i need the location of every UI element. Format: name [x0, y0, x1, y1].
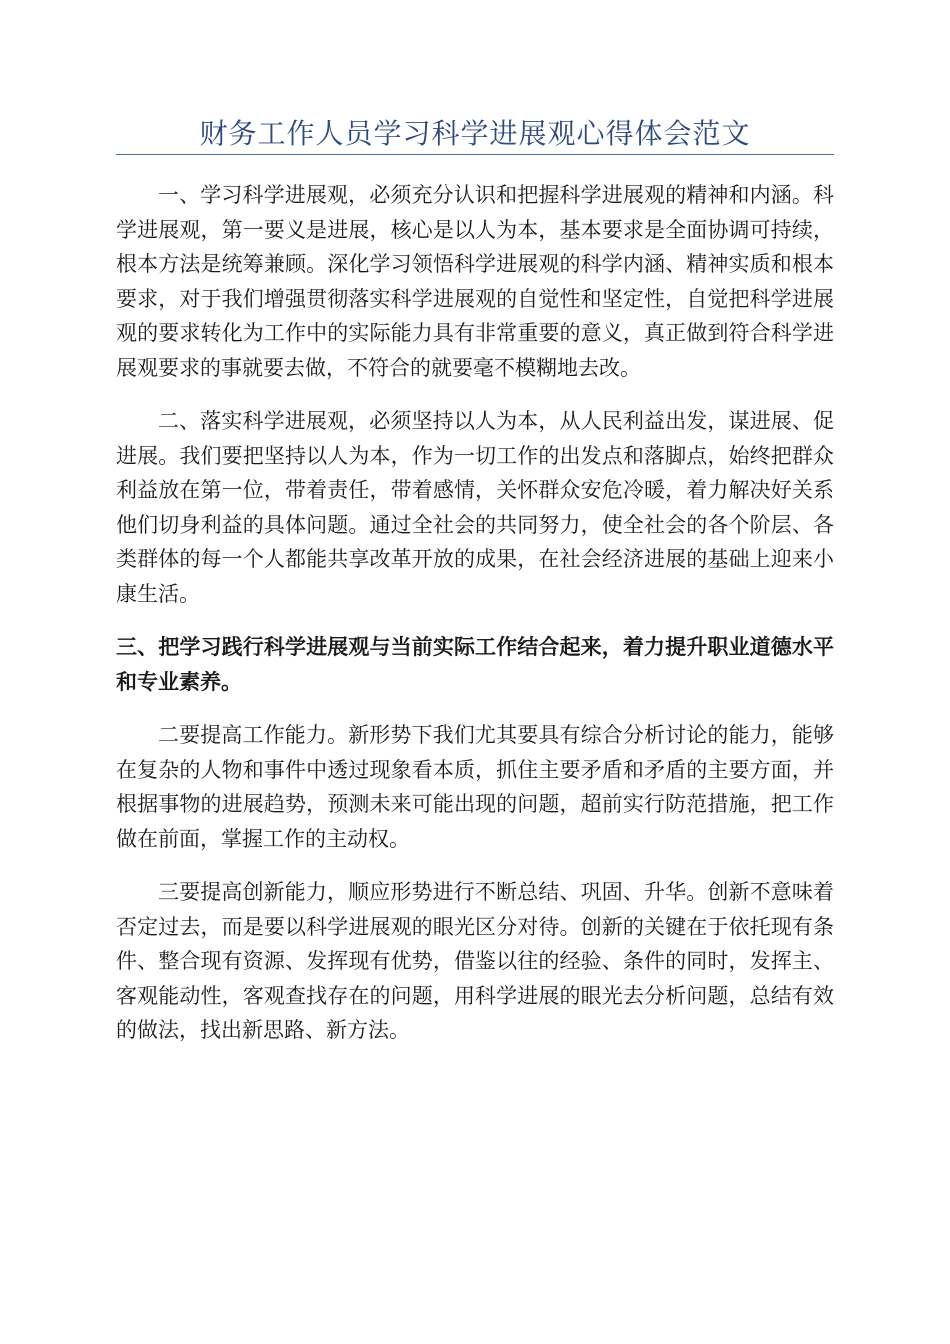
- title-underline: [116, 154, 834, 155]
- document-body: [116, 178, 834, 1067]
- paragraph-4: 二要提高工作能力。新形势下我们尤其要具有综合分析讨论的能力，能够在复杂的人物和事件中透过现象看本质，抓住主要矛盾和矛盾的主要方面，并根据事物的进展趋势，预测未来可能出现的问题，超前实行防范措施，把工作做在前面，掌握工作的主动权。: [116, 723, 834, 851]
- paragraph-5: 三要提高创新能力，顺应形势进行不断总结、巩固、升华。创新不意味着否定过去，而是要以科学进展观的眼光区分对待。创新的关键在于依托现有条件、整合现有资源、发挥现有优势，借鉴以往的经验、条件的同时，发挥主、客观能动性，客观查找存在的问题，用科学进展的眼光去分析问题，总结有效的做法，找出新思路、新方法。: [116, 880, 834, 1042]
- section-heading-3: 三、把学习践行科学进展观与当前实际工作结合起来，着力提升职业道德水平和专业素养。: [116, 635, 834, 694]
- page-title: 财务工作人员学习科学进展观心得体会范文: [199, 117, 751, 150]
- paragraph-2: 二、落实科学进展观，必须坚持以人为本，从人民利益出发，谋进展、促进展。我们要把坚持以人为本，作为一切工作的出发点和落脚点，始终把群众利益放在第一位，带着责任，带着感情，关怀群众安危冷暖，着力解决好关系他们切身利益的具体问题。通过全社会的共同努力，使全社会的各个阶层、各类群体的每一个人都能共享改革开放的成果，在社会经济进展的基础上迎来小康生活。: [116, 409, 834, 606]
- paragraph-1: 一、学习科学进展观，必须充分认识和把握科学进展观的精神和内涵。科学进展观，第一要义是进展，核心是以人为本，基本要求是全面协调可持续，根本方法是统筹兼顾。深化学习领悟科学进展观的科学内涵、精神实质和根本要求，对于我们增强贯彻落实科学进展观的自觉性和坚定性，自觉把科学进展观的要求转化为工作中的实际能力具有非常重要的意义，真正做到符合科学进展观要求的事就要去做，不符合的就要毫不模糊地去改。: [116, 183, 834, 380]
